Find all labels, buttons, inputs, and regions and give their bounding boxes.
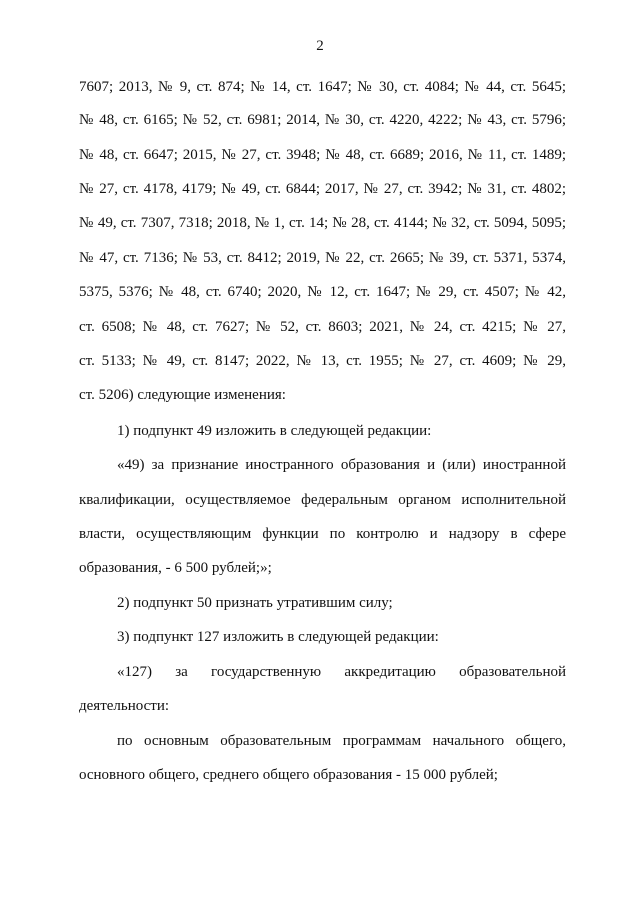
text-line: «49) за признание иностранного образования и (или) иностранной xyxy=(117,457,566,473)
text-line: основного общего, среднего общего образования - 15 000 рублей; xyxy=(79,767,498,783)
text-line: 1) подпункт 49 изложить в следующей редакции: xyxy=(117,423,432,439)
text-line: 3) подпункт 127 изложить в следующей редакции: xyxy=(117,629,439,645)
text-line: деятельности: xyxy=(79,698,170,714)
text-line: квалификации, осуществляемое федеральным органом исполнительной xyxy=(79,492,566,508)
text-line: № 48, ст. 6165; № 52, ст. 6981; 2014, № 30, ст. 4220, 4222; № 43, ст. 5796; xyxy=(79,112,566,128)
text-line: власти, осуществляющим функции по контролю и надзору в сфере xyxy=(79,526,566,542)
text-line: № 27, ст. 4178, 4179; № 49, ст. 6844; 2017, № 27, ст. 3942; № 31, ст. 4802; xyxy=(79,181,566,197)
text-line: № 49, ст. 7307, 7318; 2018, № 1, ст. 14; № 28, ст. 4144; № 32, ст. 5094, 5095; xyxy=(79,215,566,231)
text-line: образования, - 6 500 рублей;»; xyxy=(79,560,272,576)
text-line: 7607; 2013, № 9, ст. 874; № 14, ст. 1647; № 30, ст. 4084; № 44, ст. 5645; xyxy=(79,79,566,95)
text-line: по основным образовательным программам начального общего, xyxy=(117,733,566,749)
text-line: «127) за государственную аккредитацию образовательной xyxy=(117,664,566,680)
text-line: № 47, ст. 7136; № 53, ст. 8412; 2019, № 22, ст. 2665; № 39, ст. 5371, 5374, xyxy=(79,250,566,266)
text-line: ст. 5206) следующие изменения: xyxy=(79,387,286,403)
text-line: ст. 6508; № 48, ст. 7627; № 52, ст. 8603; 2021, № 24, ст. 4215; № 27, xyxy=(79,319,566,335)
text-line: ст. 5133; № 49, ст. 8147; 2022, № 13, ст. 1955; № 27, ст. 4609; № 29, xyxy=(79,353,566,369)
text-line: 5375, 5376; № 48, ст. 6740; 2020, № 12, ст. 1647; № 29, ст. 4507; № 42, xyxy=(79,284,566,300)
text-line: 2) подпункт 50 признать утратившим силу; xyxy=(117,595,393,611)
text-line: № 48, ст. 6647; 2015, № 27, ст. 3948; № 48, ст. 6689; 2016, № 11, ст. 1489; xyxy=(79,147,566,163)
page-number: 2 xyxy=(316,38,324,54)
